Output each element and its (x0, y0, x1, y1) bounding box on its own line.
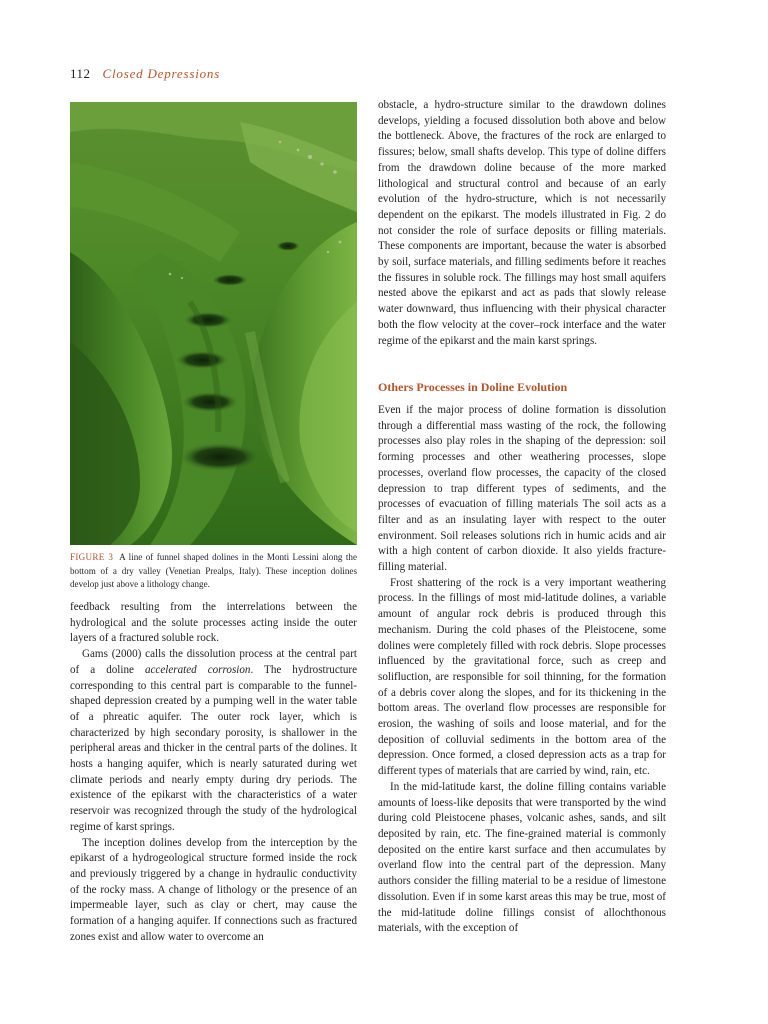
paragraph: In the mid-latitude karst, the doline filling contains variable amounts of loess-like deposits that were transported by the wind during cold Pleistocene phases, volcanic ashes, sands, and silt deposited by rain, etc. The fine-grained material is commonly deposited on the entire karst surface and then accumulates by overland flow into the central part of the depression. Many authors consider the filling material to be a residue of limestone dissolution. Even if in some karst areas this may be true, most of the mid-latitude doline fillings consist of allochthonous materials, with the exception of (378, 780, 666, 935)
paragraph-text: Gams (2000) calls the dissolution process at the central part of a doline (70, 648, 357, 676)
running-head (70, 66, 220, 82)
paragraph: feedback resulting from the interrelations between the hydrological and the solute processes acting inside the outer layers of a fractured soluble rock. (70, 601, 357, 645)
doline-valley-photo (70, 102, 357, 545)
paragraph: Frost shattering of the rock is a very important weathering process. In the fillings of most mid-latitude dolines, a variable amount of angular rock debris is produced through this mechanism. During the cold phases of the Pleistocene, some dolines were completely filled with rock debris. Slope processes influenced by the gravitational force, such as creep and solifluction, are responsible for soil thinning, for the formation of a debris cover along the slopes, and for its thickening in the bottom areas. The overland flow processes are responsible for erosion, the washing of soils and loose material, and for the deposition of colluvial sediments in the bottom area of the depression. Once formed, a closed depression acts as a trap for different types of materials that are carried by wind, rain, etc. (378, 576, 666, 778)
figure-photo (70, 102, 357, 545)
emphasis-term: accelerated corrosion (144, 663, 251, 676)
figure-caption (70, 551, 357, 592)
page-number: 112 (70, 66, 91, 81)
paragraph (70, 647, 357, 835)
figure-label: FIGURE 3 (70, 552, 114, 562)
paragraph-text: . The hydrostructure corresponding to this central part is comparable to the funnel-shaped depression created by a pumping well in the water table of a phreatic aquifer. The outer rock layer, which is characterized by high secondary porosity, is shallower in the peripheral areas and thicker in the central parts of the dolines. It hosts a hanging aquifer, which is nearly saturated during wet climate periods and nearly empty during dry periods. The existence of the epikarst with the characteristics of a water reservoir was recognized through the study of the hydrological regime of karst springs. (70, 663, 358, 833)
paragraph: The inception dolines develop from the interception by the epikarst of a hydrogeological structure formed inside the rock and previously triggered by a change in hydraulic conductivity of the rocky mass. A change of lithology or the presence of an impermeable layer, such as clay or chert, may cause the formation of a hanging aquifer. If connections such as fractured zones exist and allow water to overcome an (70, 836, 357, 943)
paragraph: Even if the major process of doline formation is dissolution through a differential mass wasting of the rock, the following processes also play roles in the shaping of the depression: soil forming processes and other weathering processes, slope processes, overland flow processes, the capacity of the closed depression to trap different types of sediments, and the processes of evacuation of filling materials The soil acts as a filter and as an insulating layer with respect to the outer environment. Soil releases solutions rich in humic acids and air with a high content of carbon dioxide. It also yields fracture-filling material. (378, 404, 666, 574)
right-column-top (378, 98, 666, 349)
section-heading: Others Processes in Doline Evolution (378, 380, 568, 394)
figure-caption-text: A line of funnel shaped dolines in the Monti Lessini along the bottom of a dry valley (Venetian Prealps, Italy). These inception dolines develop just above a lithology change. (70, 552, 357, 590)
right-column-bottom (378, 403, 666, 937)
left-column (70, 600, 357, 945)
running-section-title: Closed Depressions (102, 66, 221, 81)
paragraph: obstacle, a hydro-structure similar to the drawdown dolines develops, yielding a focused dissolution both above and below the bottleneck. Above, the fractures of the rock are enlarged to fissures; below, small shafts develop. This type of doline differs from the drawdown doline because of the more marked lithological and structural control and because of an early evolution of the hydro-structure, which is not necessarily dependent on the epikarst. The models illustrated in Fig. 2 do not consider the role of surface deposits or filling materials. These components are important, because the water is absorbed by soil, surface materials, and filling sediments before it reaches the fissures in soluble rock. The fillings may host small aquifers nested above the epikarst and act as pads that slowly release water downward, thus influencing with their physical character both the flow velocity at the cover–rock interface and the water regime of the epikarst and the main karst springs. (378, 99, 666, 347)
